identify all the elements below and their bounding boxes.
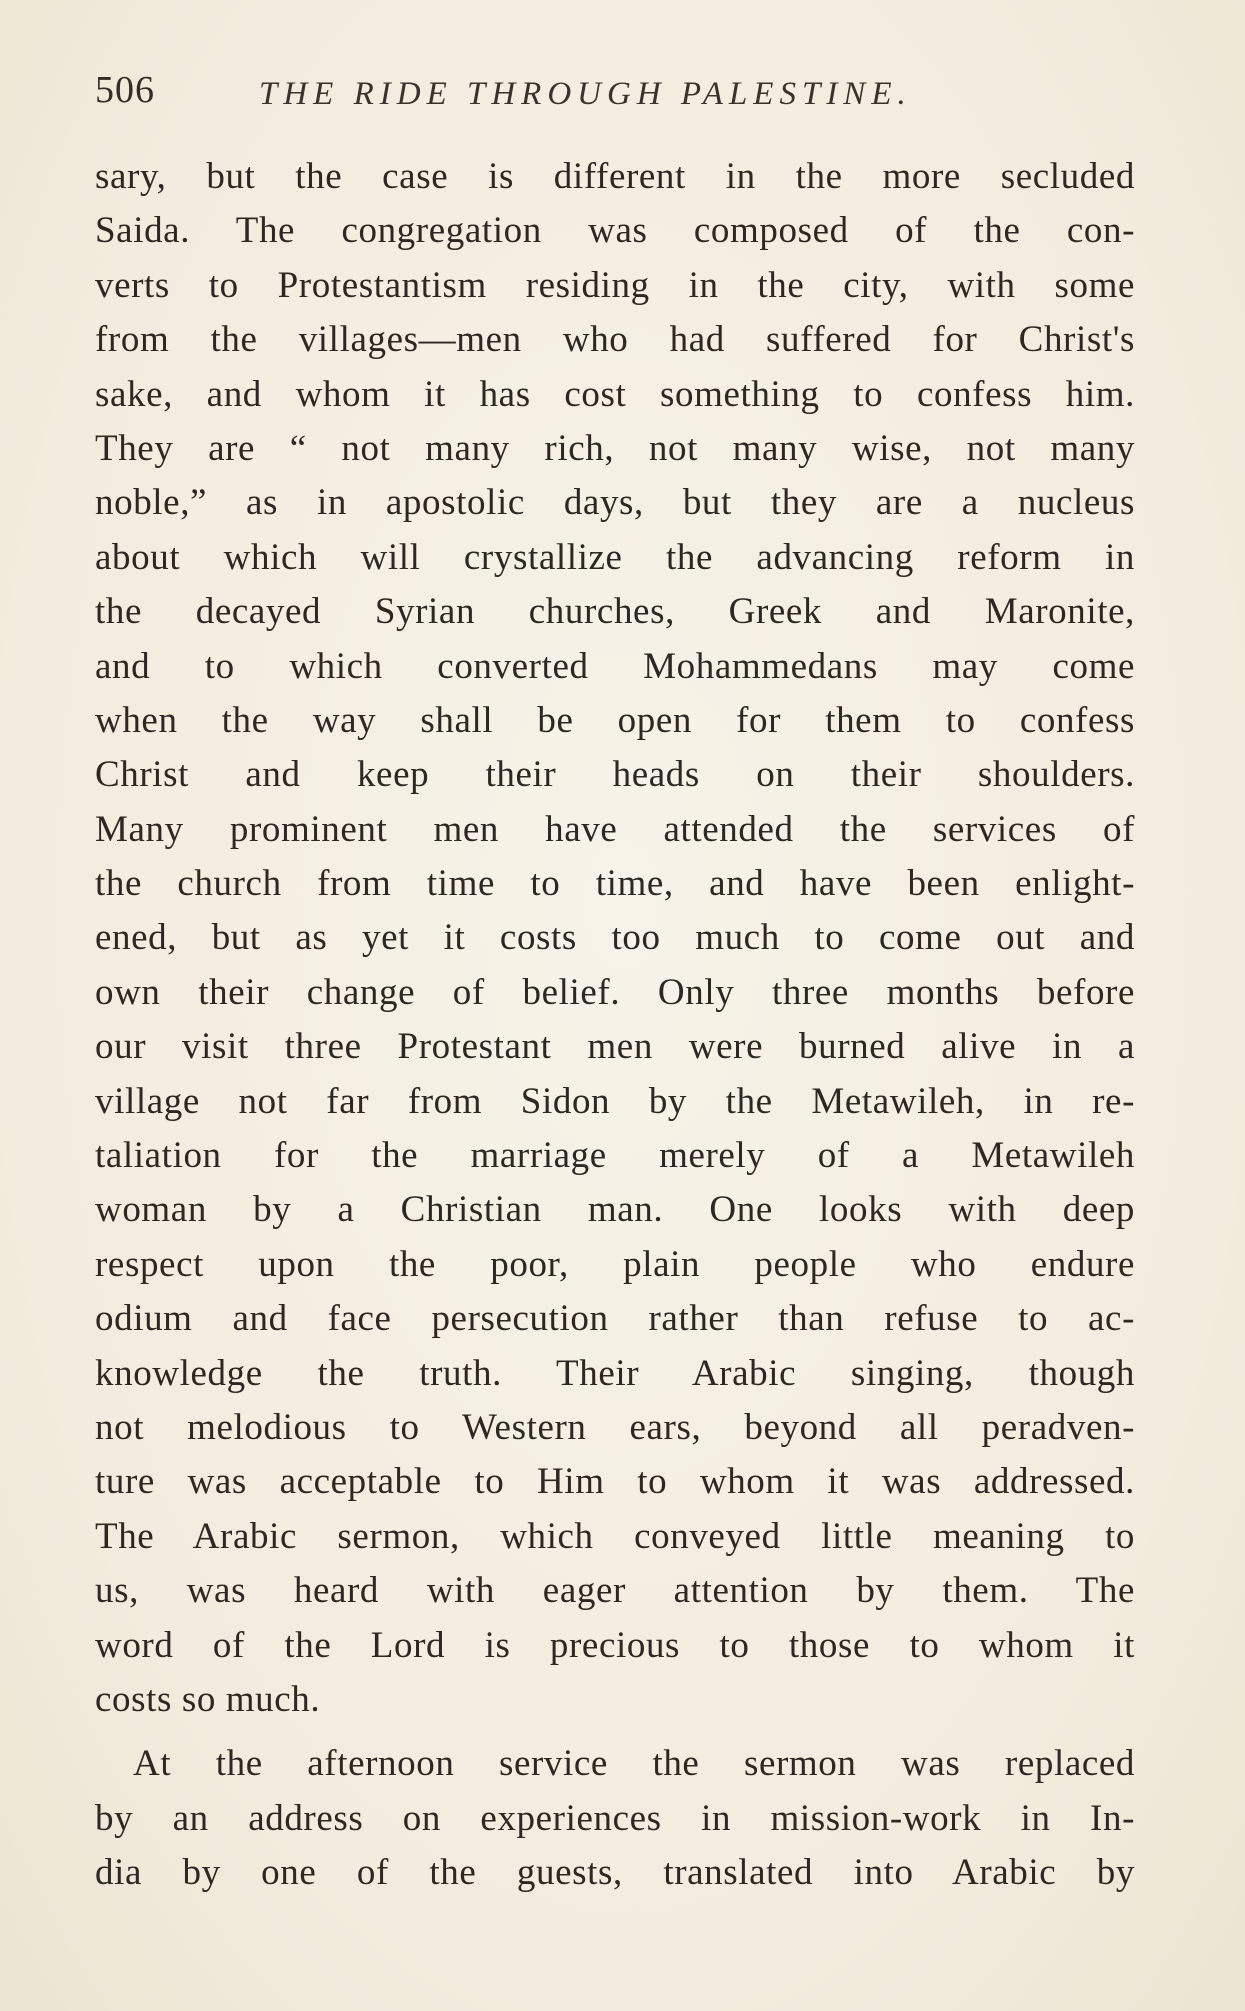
text-line: They are “ not many rich, not many wise, not many xyxy=(95,427,1135,469)
running-head xyxy=(95,68,1135,128)
paragraph-1 xyxy=(95,150,1135,1727)
text-line: verts to Protestantism residing in the city, with some xyxy=(95,264,1135,306)
text-line: not melodious to Western ears, beyond all peradven- xyxy=(95,1406,1135,1448)
text-line: costs so much. xyxy=(95,1678,321,1720)
text-line: At the afternoon service the sermon was replaced xyxy=(133,1743,1135,1785)
text-line: taliation for the marriage merely of a Metawileh xyxy=(95,1135,1135,1177)
text-line: from the villages—men who had suffered for Christ's xyxy=(95,319,1135,361)
text-line: woman by a Christian man. One looks with deep xyxy=(95,1189,1135,1231)
text-line: word of the Lord is precious to those to whom it xyxy=(95,1624,1135,1666)
text-line: ture was acceptable to Him to whom it was addressed. xyxy=(95,1461,1135,1503)
text-line: noble,” as in apostolic days, but they are a nucleus xyxy=(95,482,1135,524)
text-line: by an address on experiences in mission-work in In- xyxy=(95,1797,1135,1839)
text-line: Christ and keep their heads on their shoulders. xyxy=(95,754,1135,796)
text-line: knowledge the truth. Their Arabic singing, though xyxy=(95,1352,1135,1394)
running-title: THE RIDE THROUGH PALESTINE. xyxy=(259,76,912,112)
body-text xyxy=(95,150,1135,1901)
text-line: sary, but the case is different in the more secluded xyxy=(95,156,1135,197)
text-line: dia by one of the guests, translated into Arabic by xyxy=(95,1852,1135,1894)
text-line: The Arabic sermon, which conveyed little meaning to xyxy=(95,1515,1135,1557)
text-line: village not far from Sidon by the Metawileh, in re- xyxy=(95,1080,1135,1122)
paragraph-2 xyxy=(95,1737,1135,1900)
text-line: when the way shall be open for them to confess xyxy=(95,699,1135,741)
text-line: own their change of belief. Only three months before xyxy=(95,971,1135,1013)
text-line: odium and face persecution rather than refuse to ac- xyxy=(95,1298,1135,1340)
text-line: and to which converted Mohammedans may come xyxy=(95,645,1135,687)
text-line: us, was heard with eager attention by them. The xyxy=(95,1570,1135,1612)
text-line: sake, and whom it has cost something to confess him. xyxy=(95,373,1135,415)
text-line: our visit three Protestant men were burned alive in a xyxy=(95,1026,1135,1068)
page-number: 506 xyxy=(95,69,155,111)
text-line: the decayed Syrian churches, Greek and Maronite, xyxy=(95,591,1135,633)
text-line: the church from time to time, and have been enlight- xyxy=(95,863,1135,905)
text-line: Many prominent men have attended the services of xyxy=(95,808,1135,850)
text-line: ened, but as yet it costs too much to come out and xyxy=(95,917,1135,959)
text-line: respect upon the poor, plain people who endure xyxy=(95,1243,1135,1285)
text-line: Saida. The congregation was composed of the con- xyxy=(95,210,1135,252)
paragraph-gap xyxy=(95,1727,1135,1737)
text-line: about which will crystallize the advancing reform in xyxy=(95,536,1135,578)
